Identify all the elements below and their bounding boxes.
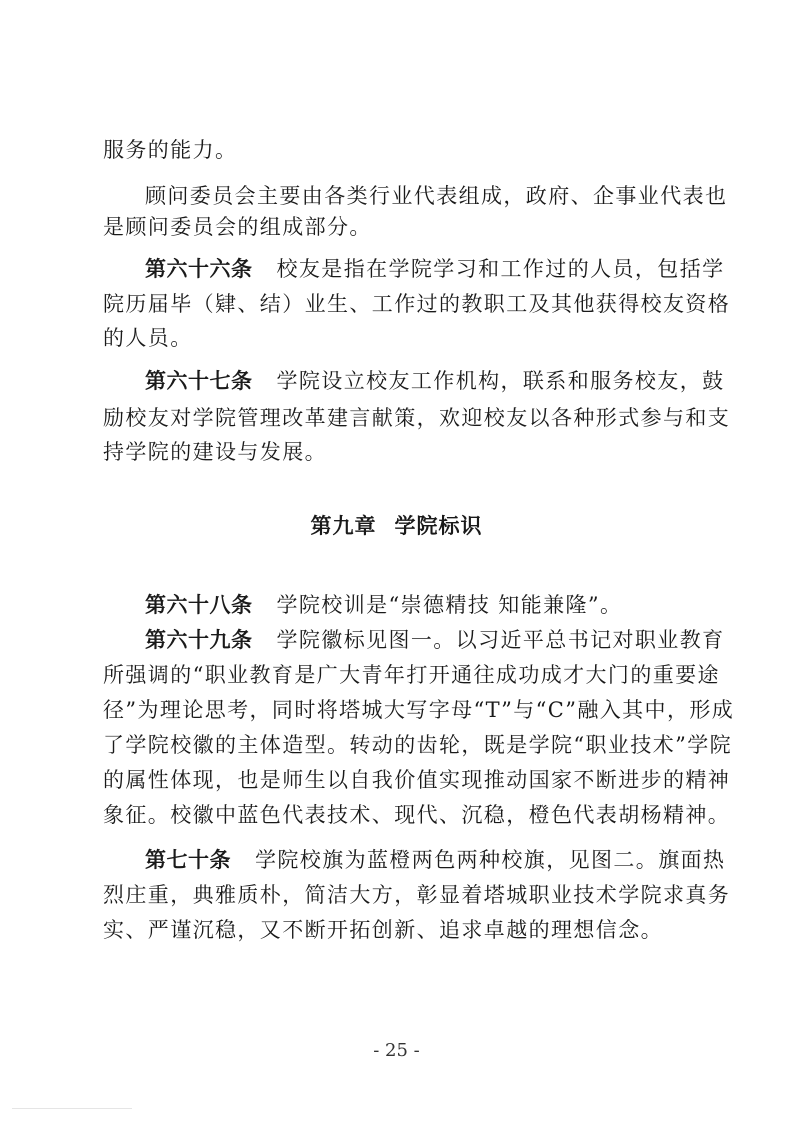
text-line: 的人员。 (103, 326, 193, 350)
article-70 (145, 845, 745, 875)
chapter-number: 第九章 (310, 514, 377, 538)
text-line: 服务的能力。 (103, 138, 238, 162)
article-text: 校友是指在学院学习和工作过的人员，包括学 (276, 257, 725, 281)
article-text: 学院校旗为蓝橙两色两种校旗，见图二。旗面热 (255, 848, 726, 872)
article-67 (145, 366, 745, 396)
article-label: 第六十八条 (145, 593, 253, 617)
article-text: 学院设立校友工作机构，联系和服务校友，鼓 (276, 369, 725, 393)
text-line: 持学院的建设与发展。 (103, 440, 327, 464)
text-line: 象征。校徽中蓝色代表技术、现代、沉稳，橙色代表胡杨精神。 (103, 803, 731, 827)
text-line: 了学院校徽的主体造型。转动的齿轮，既是学院“职业技术”学院 (103, 733, 733, 757)
text-line: 励校友对学院管理改革建言献策，欢迎校友以各种形式参与和支 (103, 406, 731, 430)
scan-edge-line (12, 1108, 132, 1109)
text-line: 实、严谨沉稳，又不断开拓创新、追求卓越的理想信念。 (103, 918, 663, 942)
article-text: 学院徽标见图一。以习近平总书记对职业教育 (276, 628, 725, 652)
text-line: 径”为理论思考，同时将塔城大写字母“T”与“C”融入其中，形成 (103, 698, 735, 722)
article-label: 第六十九条 (145, 628, 253, 652)
text-line: 是顾问委员会的组成部分。 (103, 215, 372, 239)
text-line: 院历届毕（肄、结）业生、工作过的教职工及其他获得校友资格 (103, 292, 731, 316)
chapter-heading (0, 511, 793, 541)
text-line: 的属性体现，也是师生以自我价值实现推动国家不断进步的精神 (103, 768, 731, 792)
article-label: 第六十六条 (145, 257, 253, 281)
article-text: 学院校训是“崇德精技 知能兼隆”。 (276, 593, 623, 617)
chapter-title: 学院标识 (394, 514, 483, 538)
article-label: 第六十七条 (145, 369, 253, 393)
text-line: 烈庄重，典雅质朴，简洁大方，彰显着塔城职业技术学院求真务 (103, 883, 731, 907)
page-number: - 25 - (373, 1040, 420, 1061)
article-label: 第七十条 (145, 848, 231, 872)
article-66 (145, 254, 745, 284)
article-69 (145, 625, 745, 655)
text-line: 顾问委员会主要由各类行业代表组成，政府、企事业代表也 (145, 184, 728, 208)
article-68 (145, 590, 745, 620)
text-line: 所强调的“职业教育是广大青年打开通往成功成才大门的重要途 (103, 663, 720, 687)
